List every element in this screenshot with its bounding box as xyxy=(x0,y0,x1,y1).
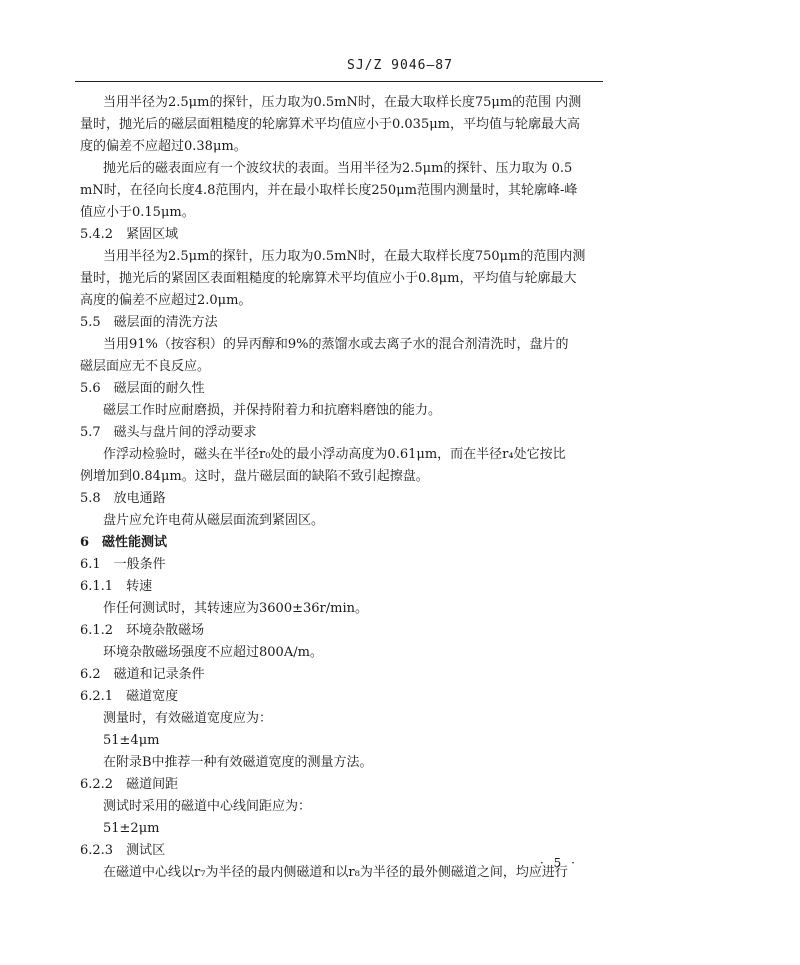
section-heading-5-8: 5.8 放电通路 xyxy=(80,491,166,506)
section-heading-5-7: 5.7 磁头与盘片间的浮动要求 xyxy=(80,425,257,440)
body-line: 磁层面应无不良反应。 xyxy=(80,359,211,374)
section-heading-6-2: 6.2 磁道和记录条件 xyxy=(80,667,205,682)
body-line: 值应小于0.15μm。 xyxy=(80,205,195,220)
section-heading-6: 6 磁性能测试 xyxy=(80,535,168,550)
body-line: 当用半径为2.5μm的探针，压力取为0.5mN时，在最大取样长度75μm的范围 内测 xyxy=(103,95,582,110)
formula-track-pitch: 51±2μm xyxy=(103,821,160,836)
section-heading-6-2-1: 6.2.1 磁道宽度 xyxy=(80,689,179,704)
section-heading-6-2-2: 6.2.2 磁道间距 xyxy=(80,777,179,792)
body-line: 环境杂散磁场强度不应超过800A/m。 xyxy=(103,645,323,660)
section-heading-5-5: 5.5 磁层面的清洗方法 xyxy=(80,315,218,330)
body-line: 作任何测试时，其转速应为3600±36r/min。 xyxy=(103,601,368,616)
section-heading-6-1-1: 6.1.1 转速 xyxy=(80,579,153,594)
section-heading-6-1-2: 6.1.2 环境杂散磁场 xyxy=(80,623,205,638)
body-line: 测量时，有效磁道宽度应为： xyxy=(103,711,273,726)
body-line: 量时，抛光后的磁层面粗糙度的轮廓算术平均值应小于0.035μm，平均值与轮廓最大高 xyxy=(80,117,580,132)
section-heading-5-4-2: 5.4.2 紧固区域 xyxy=(80,227,179,242)
document-header-code: SJ/Z 9046—87 xyxy=(347,58,453,73)
body-line: 在磁道中心线以r₇为半径的最内侧磁道和以r₈为半径的最外侧磁道之间，均应进行 xyxy=(103,865,568,880)
body-line: 抛光后的磁表面应有一个波纹状的表面。当用半径为2.5μm的探针、压力取为 0.5 xyxy=(103,161,573,176)
body-line: 量时，抛光后的紧固区表面粗糙度的轮廓算术平均值应小于0.8μm，平均值与轮廓最大 xyxy=(80,271,577,286)
formula-track-width: 51±4μm xyxy=(103,733,160,748)
section-heading-6-2-3: 6.2.3 测试区 xyxy=(80,843,166,858)
body-line: 当用半径为2.5μm的探针，压力取为0.5mN时，在最大取样长度750μm的范围内测 xyxy=(103,249,586,264)
body-line: mN时，在径向长度4.8范围内，并在最小取样长度250μm范围内测量时，其轮廓峰-峰 xyxy=(80,183,578,198)
body-line: 盘片应允许电荷从磁层面流到紧固区。 xyxy=(103,513,325,528)
body-line: 磁层工作时应耐磨损，并保持附着力和抗磨料磨蚀的能力。 xyxy=(103,403,442,418)
body-line: 在附录B中推荐一种有效磁道宽度的测量方法。 xyxy=(103,755,373,770)
body-line: 测试时采用的磁道中心线间距应为： xyxy=(103,799,312,814)
section-heading-5-6: 5.6 磁层面的耐久性 xyxy=(80,381,205,396)
body-line: 高度的偏差不应超过2.0μm。 xyxy=(80,293,252,308)
body-line: 当用91%（按容积）的异丙醇和9%的蒸馏水或去离子水的混合剂清洗时，盘片的 xyxy=(103,337,569,352)
section-heading-6-1: 6.1 一般条件 xyxy=(80,557,166,572)
body-line: 度的偏差不应超过0.38μm。 xyxy=(80,139,247,154)
header-rule xyxy=(75,81,603,82)
body-line: 作浮动检验时，磁头在半径r₀处的最小浮动高度为0.61μm，而在半径r₄处它按比 xyxy=(103,447,566,462)
page-number: · 5 · xyxy=(540,856,578,870)
body-line: 例增加到0.84μm。这时，盘片磁层面的缺陷不致引起擦盘。 xyxy=(80,469,429,484)
